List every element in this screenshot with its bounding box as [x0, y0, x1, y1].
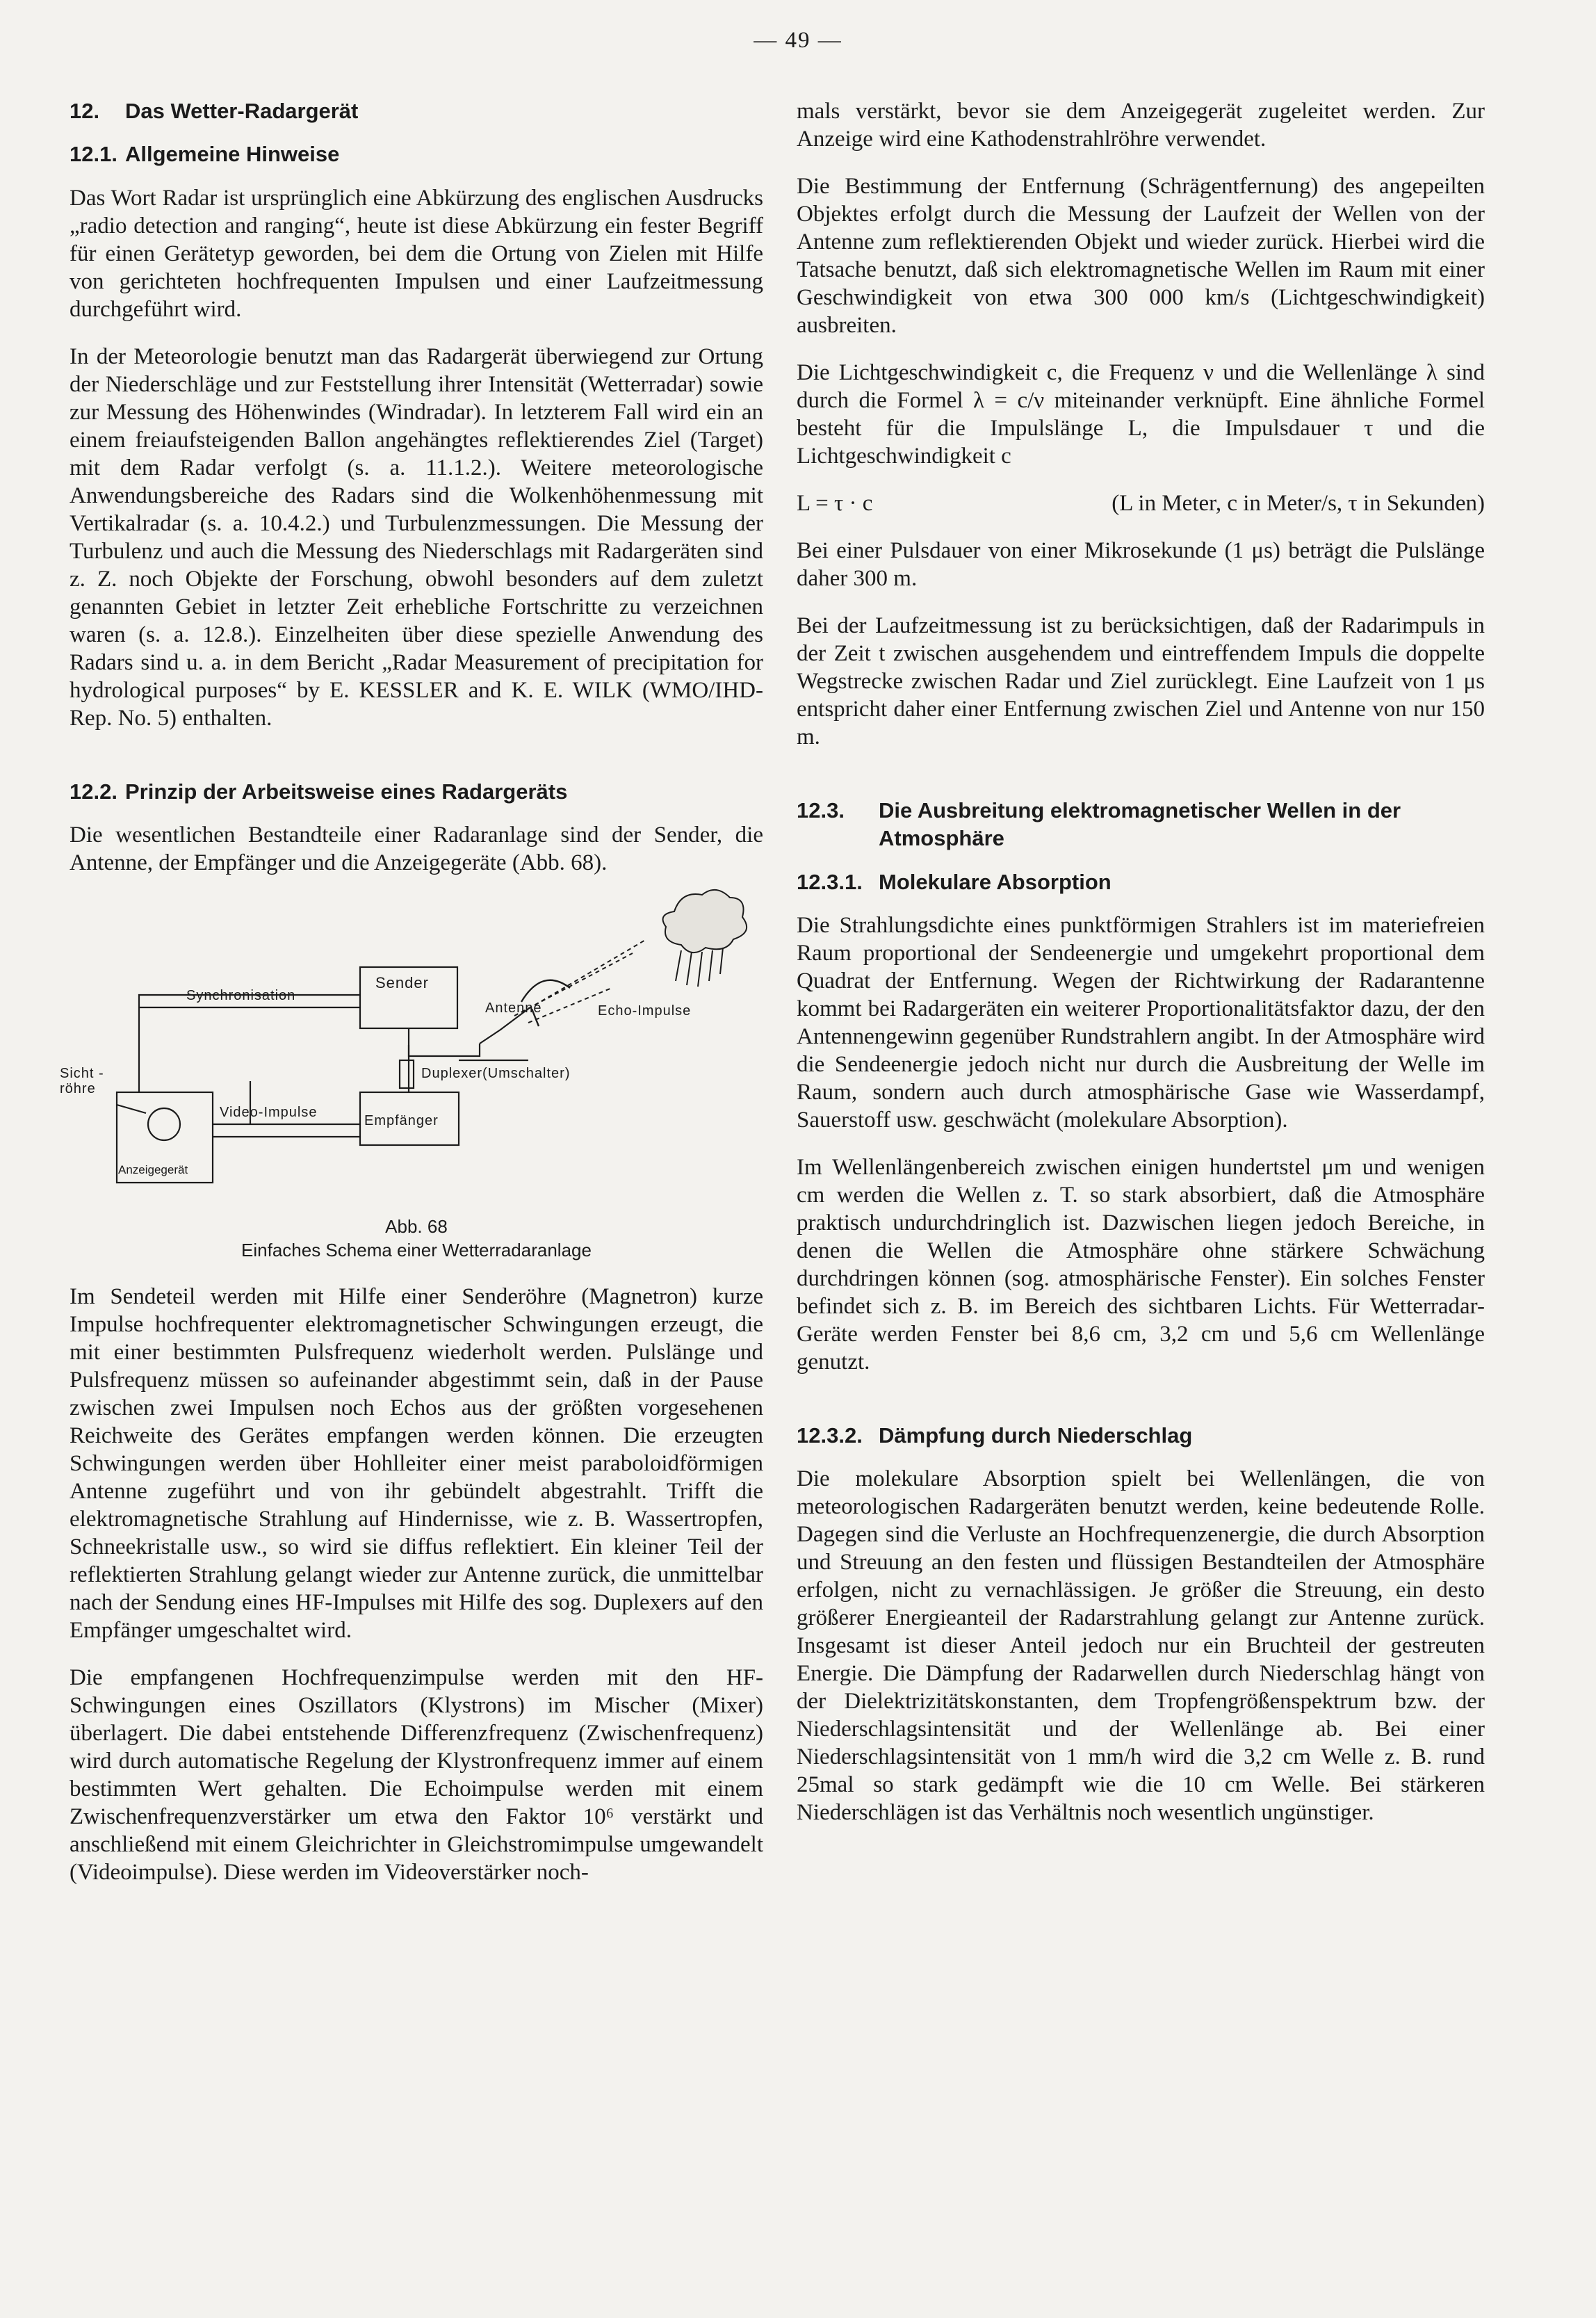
paragraph: Bei der Laufzeitmessung ist zu berücksichtigen, daß der Radarimpuls in der Zeit t zwischen ausgehendem und eintreffendem Impuls die doppelte Wegstrecke zwischen Radar und Ziel zurücklegt. Eine Laufzeit von 1 μs entspricht daher einer Entfernung zwischen Ziel und Antenne von nur 150 m.	[797, 613, 1485, 749]
section-heading-12-1: 12.1. Allgemeine Hinweise	[70, 142, 340, 167]
label-sichtroehre-1: Sicht -	[60, 1065, 104, 1081]
radar-schema-figure	[60, 884, 763, 1215]
antenna-dish	[521, 980, 570, 1002]
left-column	[60, 97, 763, 1886]
paragraph: In der Meteorologie benutzt man das Radargerät überwiegend zur Ortung der Niederschläge und zur Feststellung ihrer Intensität (Wetterradar) sowie zur Messung des Höhenwindes (Windradar). In letzterem Fall wird ein an einem freiaufsteigenden Ballon angehängtes reflektierendes Ziel (Target) mit dem Radar verfolgt (s. a. 11.1.2.). Weitere meteorologische Anwendungsbereiche des Radars sind die Wolkenhöhenmessung mit Vertikalradar (s. a. 10.4.2.) und Turbulenzmessungen. Die Messung der Turbulenz und auch die Messung des Niederschlags mit Radargeräten sind z. Z. noch Objekte der Forschung, obwohl besonders auf dem zuletzt genannten Gebiet in letzter Zeit erhebliche Fortschritte zu verzeichnen waren (s. a. 12.8.). Einzelheiten über diese spezielle Anwendung des Radars sind u. a. in dem Bericht „Radar Measurement of precipitation for hydrological purposes“ by E. KESSLER and K. E. WILK (WMO/IHD-Rep. No. 5) enthalten.	[70, 343, 763, 731]
paragraph: Im Sendeteil werden mit Hilfe einer Senderöhre (Magnetron) kurze Impulse hochfrequenter elektromagnetischer Schwingungen erzeugt, die mit einer bestimmten Pulsfrequenz wiederholt werden. Pulslänge und Pulsfrequenz müssen so aufeinander abgestimmt sein, daß in der Pause zwischen zwei Impulsen noch Echos aus der größten vorgesehenen Reichweite des Gerätes empfangen werden können. Die erzeugten Schwingungen werden über Hohlleiter einer meist paraboloidförmigen Antenne zugeführt und von ihr gebündelt abgestrahlt. Trifft die elektromagnetische Strahlung auf Hindernisse, wie z. B. Wassertropfen, Schneekristalle usw., so wird sie diffus reflektiert. Ein kleiner Teil der reflektierten Strahlung gelangt wieder zur Antenne zurück, die unmittelbar nach der Sendung eines HF-Impulses mit Hilfe des sog. Duplexers auf den Empfänger umgeschaltet wird.	[70, 1283, 763, 1643]
label-sichtroehre-2: röhre	[60, 1080, 96, 1096]
cloud-target	[663, 890, 747, 953]
label-synchronisation: Synchronisation	[186, 987, 296, 1003]
label-video-impulse: Video-Impulse	[220, 1104, 318, 1120]
paragraph: Die wesentlichen Bestandteile einer Radaranlage sind der Sender, die Antenne, der Empfänger und die Anzeigegeräte (Abb. 68).	[70, 822, 763, 875]
paragraph: Die molekulare Absorption spielt bei Wellenlängen, die von meteorologischen Radargeräten benutzt werden, keine bedeutende Rolle. Dagegen sind die Verluste an Hochfrequenzenergie, die durch Absorption und Streuung an den festen und flüssigen Bestandteilen der Atmosphäre erfolgen, nicht zu vernachlässigen. Je größer die Streuung, ein desto größerer Energieanteil der Radarstrahlung gelangt zur Antenne zurück. Insgesamt ist dieser Anteil jedoch nur ein Bruchteil der gestreuten Energie. Die Dämpfung der Radarwellen durch Niederschlag hängt von der Dielektrizitätskonstanten, dem Tropfengrößenspektrum bzw. der Niederschlagsintensität und der Wellenlänge ab. Bei einer Niederschlagsintensität von 1 mm/h wird die 3,2 cm Welle z. B. rund 25mal so stark gedämpft wie die 10 cm Welle. Bei stärkeren Niederschlägen ist das Verhältnis noch wesentlich ungünstiger.	[797, 1466, 1485, 1826]
figure-caption-number: Abb. 68	[385, 1215, 448, 1237]
section-heading-12-2: 12.2. Prinzip der Arbeitsweise eines Radargeräts	[70, 779, 568, 804]
paragraph: Bei einer Pulsdauer von einer Mikrosekunde (1 μs) beträgt die Pulslänge daher 300 m.	[797, 538, 1485, 591]
figure-caption-text: Einfaches Schema einer Wetterradaranlage	[241, 1239, 592, 1261]
paragraph: Die Strahlungsdichte eines punktförmigen Strahlers ist im materiefreien Raum proportional der Sendeenergie und umgekehrt proportional dem Quadrat der Entfernung. Wegen der Richtwirkung der Radarantenne kommt bei Radargeräten ein weiterer Proportionalitätsfaktor dazu, der den Antennengewinn gegenüber Rundstrahlern angibt. In der Atmosphäre wird die Sendeenergie jedoch nicht nur durch die Ausbreitung der Welle im Raum, sondern auch durch atmosphärische Gase wie Wasserdampf, Sauerstoff usw. geschwächt (molekulare Absorption).	[797, 912, 1485, 1133]
paragraph: mals verstärkt, bevor sie dem Anzeigegerät zugeleitet werden. Zur Anzeige wird eine Kathodenstrahlröhre verwendet.	[797, 99, 1485, 152]
label-duplexer: Duplexer(Umschalter)	[421, 1065, 571, 1081]
label-antenne: Antenne	[485, 1000, 542, 1016]
label-empfaenger: Empfänger	[364, 1112, 439, 1128]
formula-expression: L = τ · c	[797, 491, 873, 516]
label-anzeigegeraet: Anzeigegerät	[118, 1162, 188, 1176]
formula-units: (L in Meter, c in Meter/s, τ in Sekunden)	[1112, 491, 1485, 516]
label-sender: Sender	[375, 973, 429, 991]
section-heading-12-3-1: 12.3.1. Molekulare Absorption	[797, 869, 1112, 894]
paragraph: Das Wort Radar ist ursprünglich eine Abkürzung des englischen Ausdrucks „radio detection and ranging“, heute ist diese Abkürzung ein fester Begriff für einen Gerätetyp geworden, bei dem die Ortung von Zielen mit Hilfe von gerichteten hochfrequenten Impulsen und einer Laufzeitmessung durchgeführt wird.	[70, 185, 763, 322]
sichtroehre-circle	[148, 1108, 180, 1140]
paragraph: Im Wellenlängenbereich zwischen einigen hundertstel μm und wenigen cm werden die Wellen z. T. so stark absorbiert, daß die Atmosphäre praktisch undurchdringlich ist. Dazwischen liegen jedoch Bereiche, in denen die Wellen die Atmosphäre ohne stärkere Schwächung durchdringen können (sog. atmosphärische Fenster). Ein solches Fenster befindet sich z. B. im Bereich des sichtbaren Lichts. Für Wetterradar-Geräte werden Fenster bei 8,6 cm, 3,2 cm und 5,6 cm Wellenlänge genutzt.	[797, 1154, 1485, 1375]
section-heading-12: 12. Das Wetter-Radargerät	[70, 99, 359, 123]
section-heading-12-3: 12.3. Die Ausbreitung elektromagnetischer Wellen in der Atmosphäre	[797, 798, 1401, 851]
label-echo-impulse: Echo-Impulse	[598, 1003, 692, 1019]
formula-pulse-length	[797, 489, 1485, 517]
paragraph: Die empfangenen Hochfrequenzimpulse werden mit den HF-Schwingungen eines Oszillators (Klystrons) im Mischer (Mixer) überlagert. Die dabei entstehende Differenzfrequenz (Zwischenfrequenz) wird durch automatische Regelung der Klystronfrequenz immer auf einem bestimmten Wert gehalten. Die Echoimpulse werden mit einem Zwischenfrequenzverstärker um etwa den Faktor 10⁶ verstärkt und anschließend mit einem Gleichrichter in Gleichstromimpulse umgewandelt (Videoimpulse). Diese werden im Videoverstärker noch-	[70, 1664, 763, 1885]
page-number: — 49 —	[754, 28, 842, 53]
section-heading-12-3-2: 12.3.2. Dämpfung durch Niederschlag	[797, 1423, 1193, 1448]
paragraph: Die Lichtgeschwindigkeit c, die Frequenz ν und die Wellenlänge λ sind durch die Formel λ = c/ν miteinander verknüpft. Eine ähnliche Formel besteht für die Impulslänge L, die Impulsdauer τ und die Lichtgeschwindigkeit c	[797, 360, 1485, 469]
right-column	[797, 97, 1485, 1826]
paragraph: Die Bestimmung der Entfernung (Schrägentfernung) des angepeilten Objektes erfolgt durch die Messung der Laufzeit der Wellen von der Antenne zum reflektierenden Objekt und wieder zurück. Hierbei wird die Tatsache benutzt, daß sich elektromagnetische Wellen im Raum mit einer Geschwindigkeit von etwa 300 000 km/s (Lichtgeschwindigkeit) ausbreiten.	[797, 174, 1485, 338]
